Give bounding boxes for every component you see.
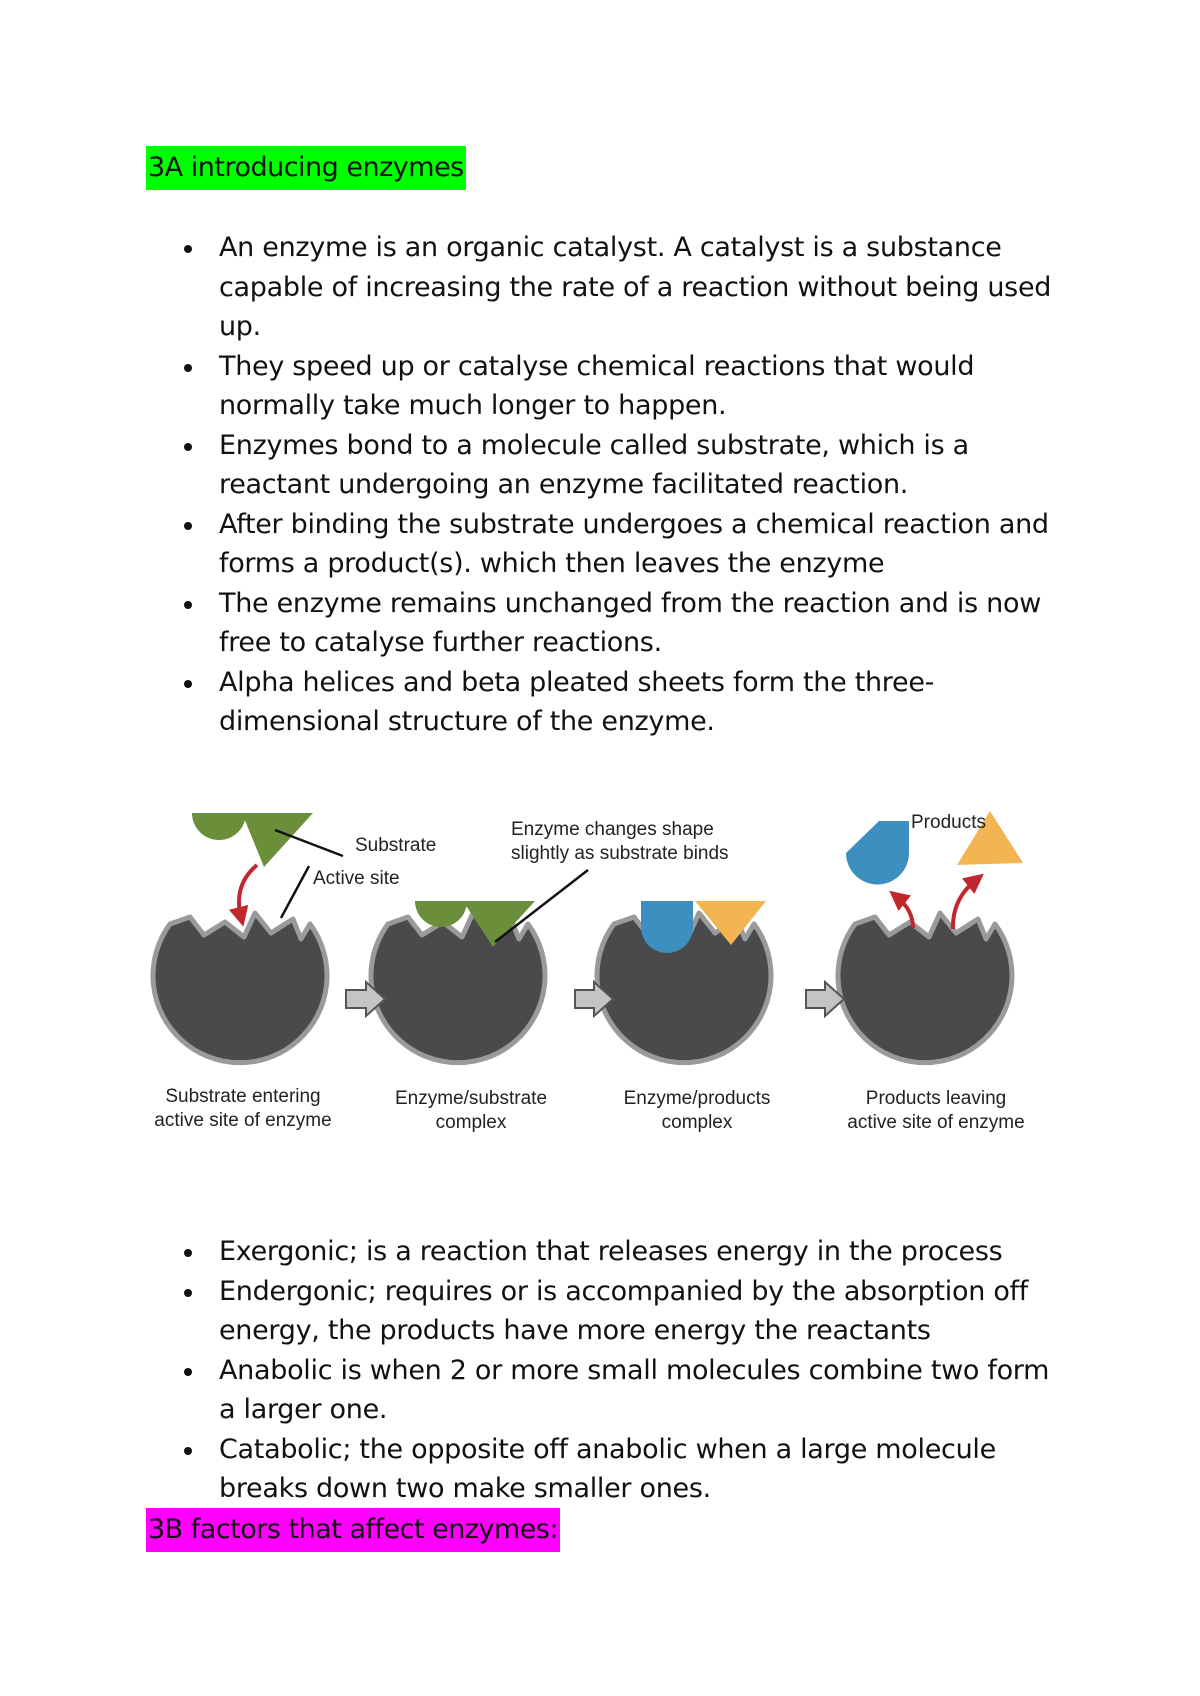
list-item-text: After binding the substrate undergoes a chemical reaction and forms a product(s). which then leaves the enzyme (219, 508, 1049, 579)
active-site-label: Active site (313, 868, 400, 889)
caption-line1: Enzyme/substrate (394, 1088, 548, 1109)
substrate-semicircle-icon (415, 901, 467, 927)
bullet-dot-icon (184, 522, 192, 530)
list-item-text: Anabolic is when 2 or more small molecules combine two form a larger one. (219, 1354, 1050, 1425)
bullet-dot-icon (184, 245, 192, 253)
product-blue-icon (846, 821, 909, 885)
reaction-types-list (0, 1232, 1200, 1509)
list-item-text: Exergonic; is a reaction that releases energy in the process (219, 1236, 1003, 1267)
list-item-text: Catabolic; the opposite off anabolic when a large molecule breaks down two make smaller ones. (219, 1433, 996, 1504)
list-item (0, 1272, 1200, 1351)
caption-line2: active site of enzyme (154, 1110, 332, 1131)
shape-change-label-line1: Enzyme changes shape (511, 819, 714, 840)
caption-line2: active site of enzyme (847, 1112, 1025, 1133)
products-label: Products (911, 812, 986, 833)
list-item (0, 1351, 1200, 1430)
caption-line1: Enzyme/products (623, 1088, 771, 1109)
section-3b-heading: 3B factors that affect enzymes: (146, 1508, 560, 1552)
section-3a-heading: 3A introducing enzymes (146, 146, 466, 190)
list-item (0, 584, 1200, 663)
product-blue-icon (641, 901, 693, 953)
list-item (0, 426, 1200, 505)
list-item (0, 1232, 1200, 1272)
caption-line1: Substrate entering (165, 1086, 321, 1107)
substrate-semicircle-icon (192, 813, 246, 840)
enzyme-substrate-diagram (145, 805, 1060, 1150)
list-item (0, 505, 1200, 584)
list-item-text: They speed up or catalyse chemical reactions that would normally take much longer to happen. (219, 350, 975, 421)
list-item-text: Endergonic; requires or is accompanied by the absorption off energy, the products have more energy the reactants (219, 1275, 1028, 1346)
caption-line2: complex (435, 1112, 507, 1133)
substrate-label: Substrate (355, 835, 437, 856)
bullet-dot-icon (184, 1249, 192, 1257)
bullet-dot-icon (184, 364, 192, 372)
list-item-text: Enzymes bond to a molecule called substrate, which is a reactant undergoing an enzyme facilitated reaction. (219, 429, 969, 500)
enzyme-icon (153, 913, 327, 1063)
bullet-dot-icon (184, 601, 192, 609)
caption-line1: Products leaving (865, 1088, 1007, 1109)
shape-change-label-line2: slightly as substrate binds (511, 843, 729, 864)
list-item (0, 1430, 1200, 1509)
list-item (0, 228, 1200, 347)
bullet-dot-icon (184, 1289, 192, 1297)
list-item (0, 663, 1200, 742)
active-site-pointer-line (281, 866, 309, 918)
enzyme-icon (371, 913, 545, 1063)
list-item-text: The enzyme remains unchanged from the reaction and is now free to catalyse further reactions. (219, 587, 1041, 658)
enzyme-icon (838, 913, 1012, 1063)
bullet-dot-icon (184, 680, 192, 688)
caption-line2: complex (661, 1112, 733, 1133)
enzyme-diagram-svg (145, 805, 1060, 1150)
entering-arrow-icon (239, 865, 257, 917)
bullet-dot-icon (184, 443, 192, 451)
list-item-text: Alpha helices and beta pleated sheets form the three-dimensional structure of the enzyme. (219, 666, 935, 737)
list-item-text: An enzyme is an organic catalyst. A catalyst is a substance capable of increasing the rate of a reaction without being used up. (219, 232, 1052, 342)
bullet-dot-icon (184, 1447, 192, 1455)
enzyme-intro-list (0, 228, 1200, 742)
bullet-dot-icon (184, 1368, 192, 1376)
list-item (0, 347, 1200, 426)
